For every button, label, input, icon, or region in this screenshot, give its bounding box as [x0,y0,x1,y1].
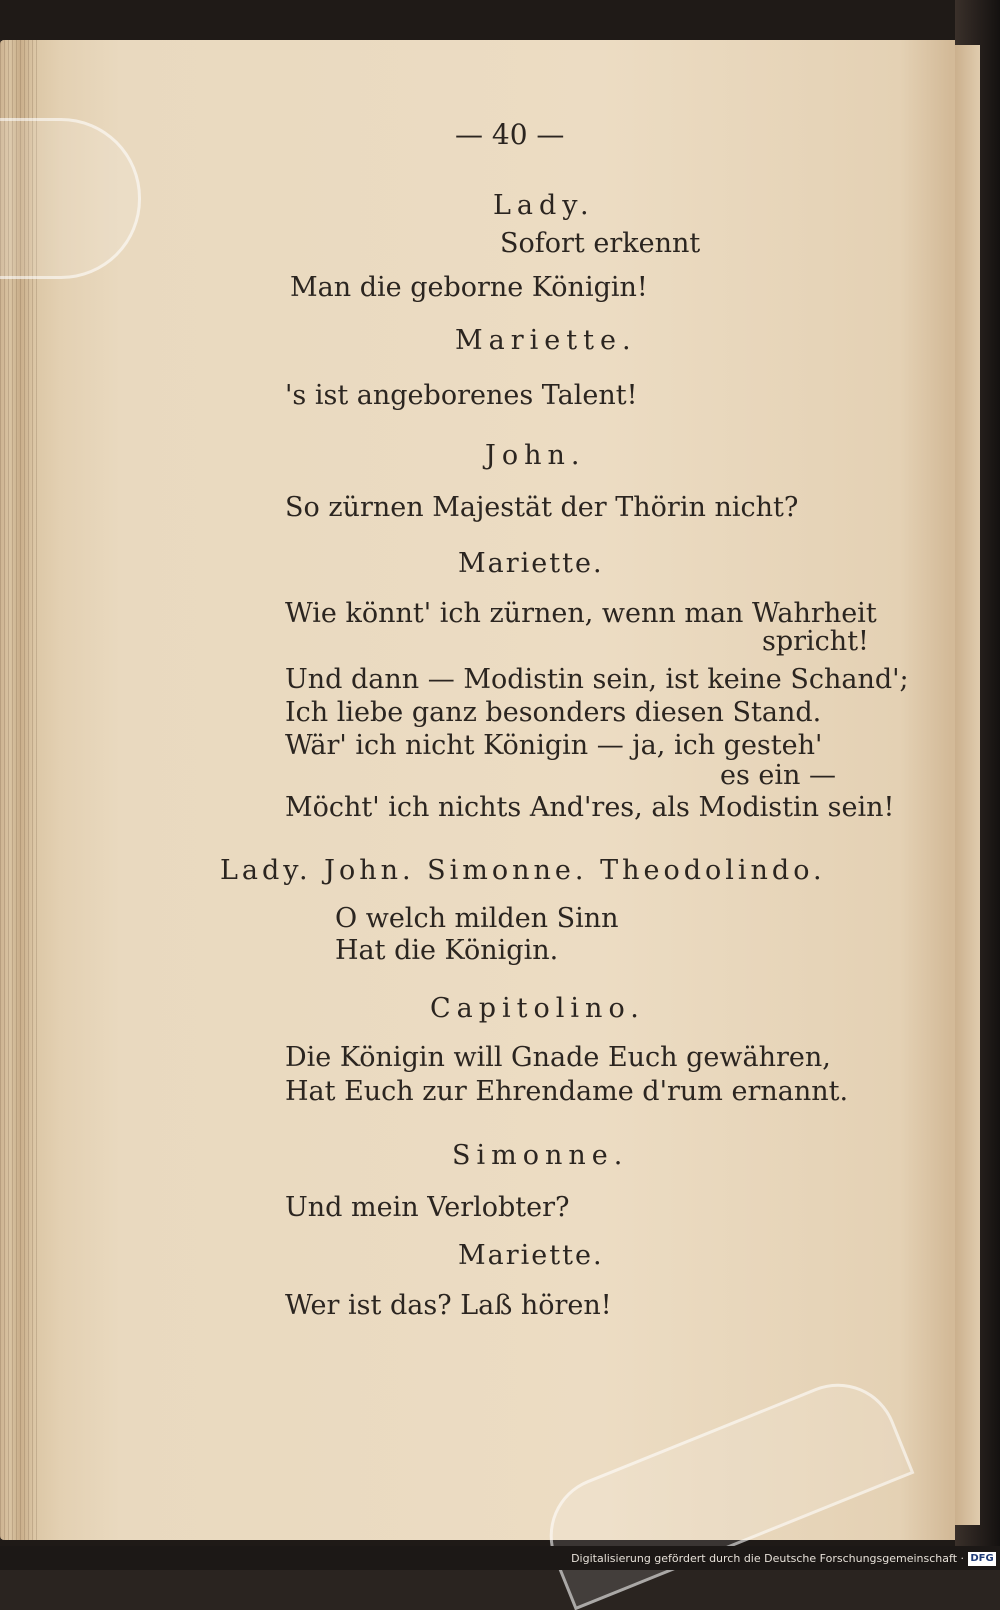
verse-line: Sofort erkennt [500,228,701,259]
digitization-credit: Digitalisierung gefördert durch die Deutsche Forschungsgemeinschaft · [571,1552,964,1565]
speaker-capitolino: Capitolino. [430,993,645,1024]
verse-line: O welch milden Sinn [335,903,619,934]
speaker-mariette: Mariette. [455,325,637,356]
verse-line: Ich liebe ganz besonders diesen Stand. [285,697,822,728]
facing-page-edge [955,45,980,1525]
verse-line: Die Königin will Gnade Euch gewähren, [285,1042,831,1073]
verse-line: Möcht' ich nichts And'res, als Modistin sein! [285,792,895,823]
verse-line: Wär' ich nicht Königin — ja, ich gesteh' [285,730,823,761]
speaker-lady: Lady. [493,190,595,221]
page-number: — 40 — [455,118,565,151]
verse-line: Hat Euch zur Ehrendame d'rum ernannt. [285,1076,849,1107]
speaker-john: John. [485,440,586,471]
dfg-logo: DFG [968,1552,996,1566]
speaker-simonne: Simonne. [452,1140,629,1171]
verse-line: So zürnen Majestät der Thörin nicht? [285,492,799,523]
verse-line: Wer ist das? Laß hören! [285,1290,612,1321]
verse-line: Wie könnt' ich zürnen, wenn man Wahrheit [285,598,877,629]
verse-line: Man die geborne Königin! [290,272,648,303]
verse-line-continuation: spricht! [762,626,869,657]
verse-line: Und dann — Modistin sein, ist keine Schand'; [285,664,909,695]
speaker-ensemble: Lady. John. Simonne. Theodolindo. [220,855,826,886]
verse-line-continuation: es ein — [720,760,837,791]
speaker-mariette: Mariette. [458,1240,604,1271]
verse-line: Hat die Königin. [335,935,559,966]
verse-line: Und mein Verlobter? [285,1192,570,1223]
verse-line: 's ist angeborenes Talent! [285,380,638,411]
speaker-mariette: Mariette. [458,548,604,579]
